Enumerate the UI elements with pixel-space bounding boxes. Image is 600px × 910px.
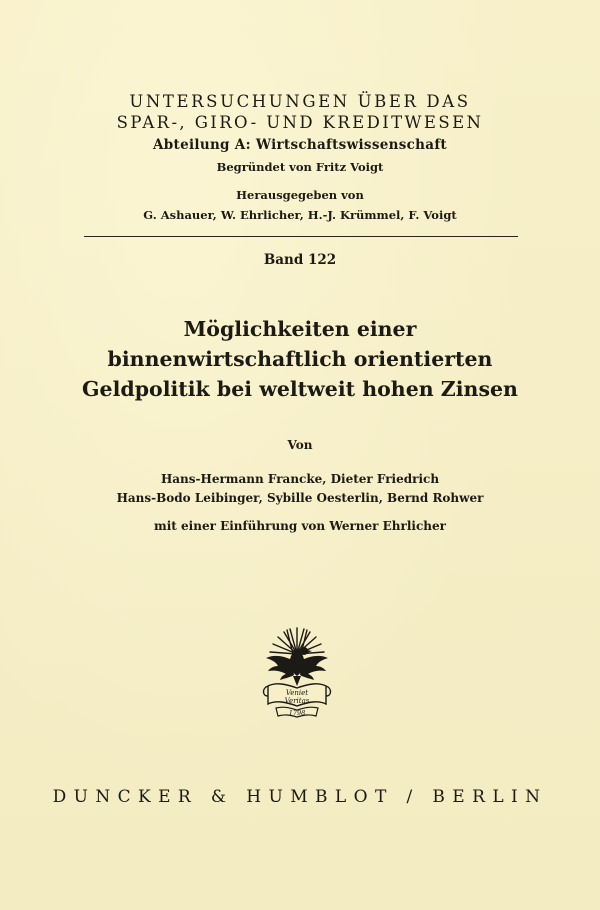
book-title [0, 314, 600, 404]
logo-year: 1798 [288, 709, 306, 717]
editors-list: G. Ashauer, W. Ehrlicher, H.-J. Krümmel, F. Voigt [143, 208, 457, 222]
authors [0, 470, 600, 508]
series-division: Abteilung A: Wirtschaftswissenschaft [153, 137, 447, 153]
title-line: Geldpolitik bei weltweit hohen Zinsen [82, 377, 518, 401]
eagle-seal-icon [256, 624, 338, 720]
publisher: DUNCKER & HUMBLOT / BERLIN [52, 787, 548, 807]
authors-line: Hans-Bodo Leibinger, Sybille Oesterlin, Bernd Rohwer [116, 491, 484, 505]
horizontal-rule [84, 236, 518, 237]
volume-number: Band 122 [263, 252, 337, 268]
title-line: binnenwirtschaftlich orientierten [107, 347, 493, 371]
by-label: Von [287, 438, 313, 452]
motto-line-2: Veritas [284, 697, 310, 705]
introduction-credit: mit einer Einführung von Werner Ehrlicher [154, 519, 446, 533]
authors-line: Hans-Hermann Francke, Dieter Friedrich [160, 472, 440, 486]
series-title-line-1: UNTERSUCHUNGEN ÜBER DAS [129, 92, 471, 111]
series-title-line-2: SPAR-, GIRO- UND KREDITWESEN [116, 113, 484, 132]
motto-line-1: Veniet [285, 689, 309, 697]
editors-label: Herausgegeben von [236, 188, 364, 202]
series-founder: Begründet von Fritz Voigt [216, 160, 384, 174]
title-line: Möglichkeiten einer [183, 317, 417, 341]
